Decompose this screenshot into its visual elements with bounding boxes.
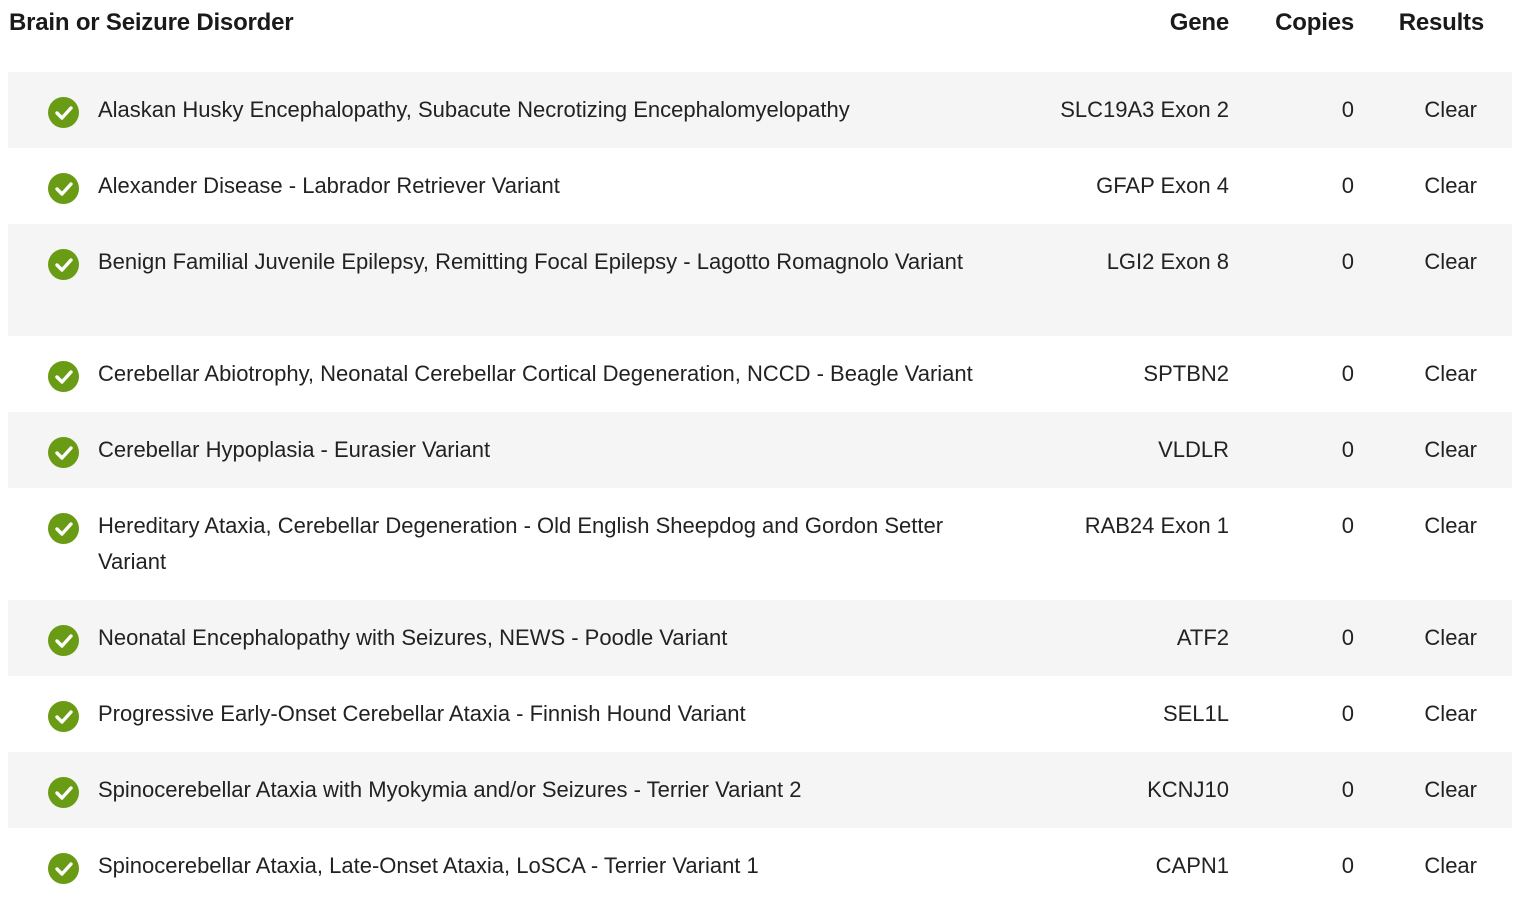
table-row xyxy=(8,336,1512,412)
section-title: Brain or Seizure Disorder xyxy=(9,9,294,36)
result-value: Clear xyxy=(1424,249,1477,274)
check-circle-icon xyxy=(48,625,79,656)
results-table xyxy=(8,0,1512,904)
check-circle-icon xyxy=(48,173,79,204)
gene-column-header: Gene xyxy=(1169,9,1229,36)
gene-value: KCNJ10 xyxy=(1147,777,1229,802)
disorder-name: Hereditary Ataxia, Cerebellar Degeneration - Old English Sheepdog and Gordon Setter Variant xyxy=(98,513,944,574)
gene-value: CAPN1 xyxy=(1155,853,1229,878)
table-row xyxy=(8,488,1512,600)
check-circle-icon xyxy=(48,249,79,280)
check-circle-icon xyxy=(48,701,79,732)
result-value: Clear xyxy=(1424,853,1477,878)
results-column-header: Results xyxy=(1398,9,1484,36)
table-row xyxy=(8,224,1512,336)
result-value: Clear xyxy=(1424,173,1477,198)
disorder-name: Alexander Disease - Labrador Retriever Variant xyxy=(98,173,560,198)
check-circle-icon xyxy=(48,361,79,392)
result-value: Clear xyxy=(1424,437,1477,462)
check-circle-icon xyxy=(48,853,79,884)
result-value: Clear xyxy=(1424,701,1477,726)
check-circle-icon xyxy=(48,97,79,128)
copies-value: 0 xyxy=(1341,361,1354,386)
table-row xyxy=(8,600,1512,676)
disorder-name: Cerebellar Hypoplasia - Eurasier Variant xyxy=(98,437,491,462)
table-row xyxy=(8,72,1512,148)
table-row xyxy=(8,412,1512,488)
copies-value: 0 xyxy=(1341,853,1354,878)
gene-value: VLDLR xyxy=(1158,437,1229,462)
result-value: Clear xyxy=(1424,625,1477,650)
table-header xyxy=(8,0,1512,72)
disorder-name: Alaskan Husky Encephalopathy, Subacute Necrotizing Encephalomyelopathy xyxy=(98,97,850,122)
table-row xyxy=(8,828,1512,904)
disorder-name: Neonatal Encephalopathy with Seizures, NEWS - Poodle Variant xyxy=(98,625,728,650)
result-value: Clear xyxy=(1424,97,1477,122)
copies-value: 0 xyxy=(1341,173,1354,198)
copies-column-header: Copies xyxy=(1275,9,1354,36)
result-value: Clear xyxy=(1424,513,1477,538)
disorder-name: Benign Familial Juvenile Epilepsy, Remitting Focal Epilepsy - Lagotto Romagnolo Variant xyxy=(98,249,963,274)
check-circle-icon xyxy=(48,777,79,808)
copies-value: 0 xyxy=(1341,249,1354,274)
table-row xyxy=(8,676,1512,752)
copies-value: 0 xyxy=(1341,625,1354,650)
disorder-name: Spinocerebellar Ataxia with Myokymia and/or Seizures - Terrier Variant 2 xyxy=(98,777,802,802)
copies-value: 0 xyxy=(1341,701,1354,726)
table-row xyxy=(8,752,1512,828)
check-circle-icon xyxy=(48,513,79,544)
copies-value: 0 xyxy=(1341,437,1354,462)
gene-value: ATF2 xyxy=(1176,625,1229,650)
gene-value: SLC19A3 Exon 2 xyxy=(1060,97,1229,122)
gene-value: LGI2 Exon 8 xyxy=(1106,249,1229,274)
result-value: Clear xyxy=(1424,361,1477,386)
copies-value: 0 xyxy=(1341,777,1354,802)
disorder-name: Cerebellar Abiotrophy, Neonatal Cerebellar Cortical Degeneration, NCCD - Beagle Variant xyxy=(98,361,973,386)
gene-value: RAB24 Exon 1 xyxy=(1084,513,1229,538)
table-row xyxy=(8,148,1512,224)
gene-value: GFAP Exon 4 xyxy=(1096,173,1229,198)
gene-value: SEL1L xyxy=(1162,701,1229,726)
disorder-name: Progressive Early-Onset Cerebellar Ataxia - Finnish Hound Variant xyxy=(98,701,746,726)
check-circle-icon xyxy=(48,437,79,468)
copies-value: 0 xyxy=(1341,513,1354,538)
disorder-name: Spinocerebellar Ataxia, Late-Onset Ataxia, LoSCA - Terrier Variant 1 xyxy=(98,853,759,878)
gene-value: SPTBN2 xyxy=(1143,361,1229,386)
copies-value: 0 xyxy=(1341,97,1354,122)
result-value: Clear xyxy=(1424,777,1477,802)
